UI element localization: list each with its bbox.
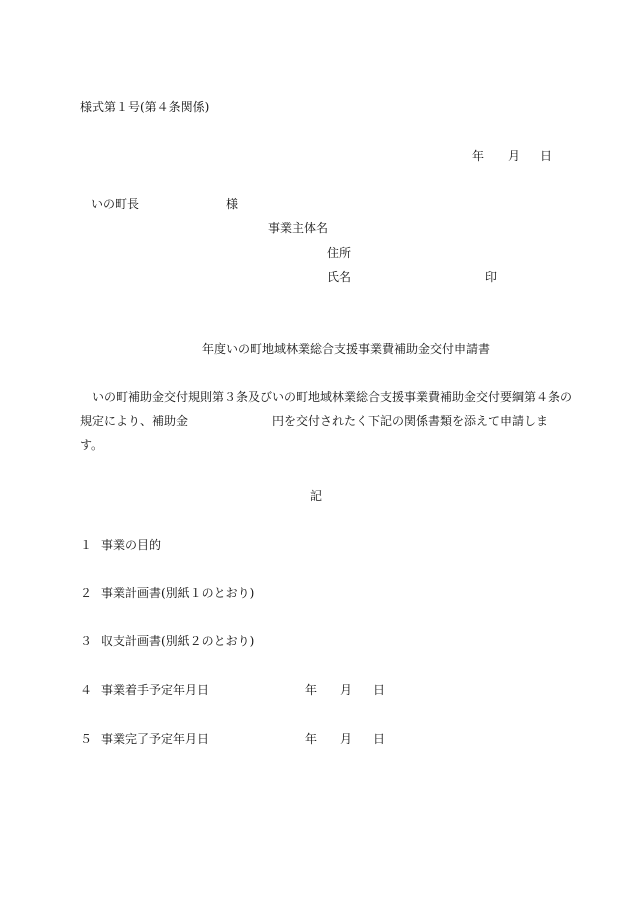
form-number: 様式第１号(第４条関係) bbox=[80, 100, 210, 114]
item-text: 収支計画書(別紙２のとおり) bbox=[101, 634, 255, 648]
item-text: 事業計画書(別紙１のとおり) bbox=[101, 586, 255, 600]
item-number: ２ bbox=[80, 586, 93, 600]
body-line-1: いの町補助金交付規則第３条及びいの町地域林業総合支援事業費補助金交付要綱第４条の bbox=[92, 390, 573, 404]
body-line-2a: 規定により、補助金 bbox=[80, 414, 189, 428]
item-number: ４ bbox=[80, 683, 93, 697]
addressee-name: いの町長 bbox=[91, 197, 140, 211]
item-text: 事業完了予定年月日 bbox=[101, 732, 210, 746]
ki-heading: 記 bbox=[310, 489, 323, 503]
addressee-honorific: 様 bbox=[226, 197, 239, 211]
name-label: 氏名 bbox=[327, 270, 352, 284]
item-number: ５ bbox=[80, 732, 93, 746]
item-text: 事業の目的 bbox=[101, 538, 162, 552]
item-text: 事業着手予定年月日 bbox=[101, 683, 210, 697]
body-line-3: す。 bbox=[80, 438, 104, 452]
date-month-label: 月 bbox=[508, 149, 521, 163]
item-number: ３ bbox=[80, 634, 93, 648]
date-year-label: 年 bbox=[472, 149, 485, 163]
item-day-label: 日 bbox=[373, 683, 386, 697]
item-year-label: 年 bbox=[305, 683, 318, 697]
item-year-label: 年 bbox=[305, 732, 318, 746]
body-paragraph bbox=[80, 385, 573, 457]
item-day-label: 日 bbox=[373, 732, 386, 746]
address-label: 住所 bbox=[327, 246, 352, 260]
item-number: １ bbox=[80, 538, 93, 552]
body-line-2b: 円を交付されたく下記の関係書類を添えて申請しま bbox=[272, 414, 549, 428]
entity-name-label: 事業主体名 bbox=[268, 221, 329, 235]
item-month-label: 月 bbox=[340, 683, 353, 697]
seal-label: 印 bbox=[485, 270, 498, 284]
document-title: 年度いの町地域林業総合支援事業費補助金交付申請書 bbox=[202, 342, 491, 356]
date-day-label: 日 bbox=[540, 149, 553, 163]
item-month-label: 月 bbox=[340, 732, 353, 746]
